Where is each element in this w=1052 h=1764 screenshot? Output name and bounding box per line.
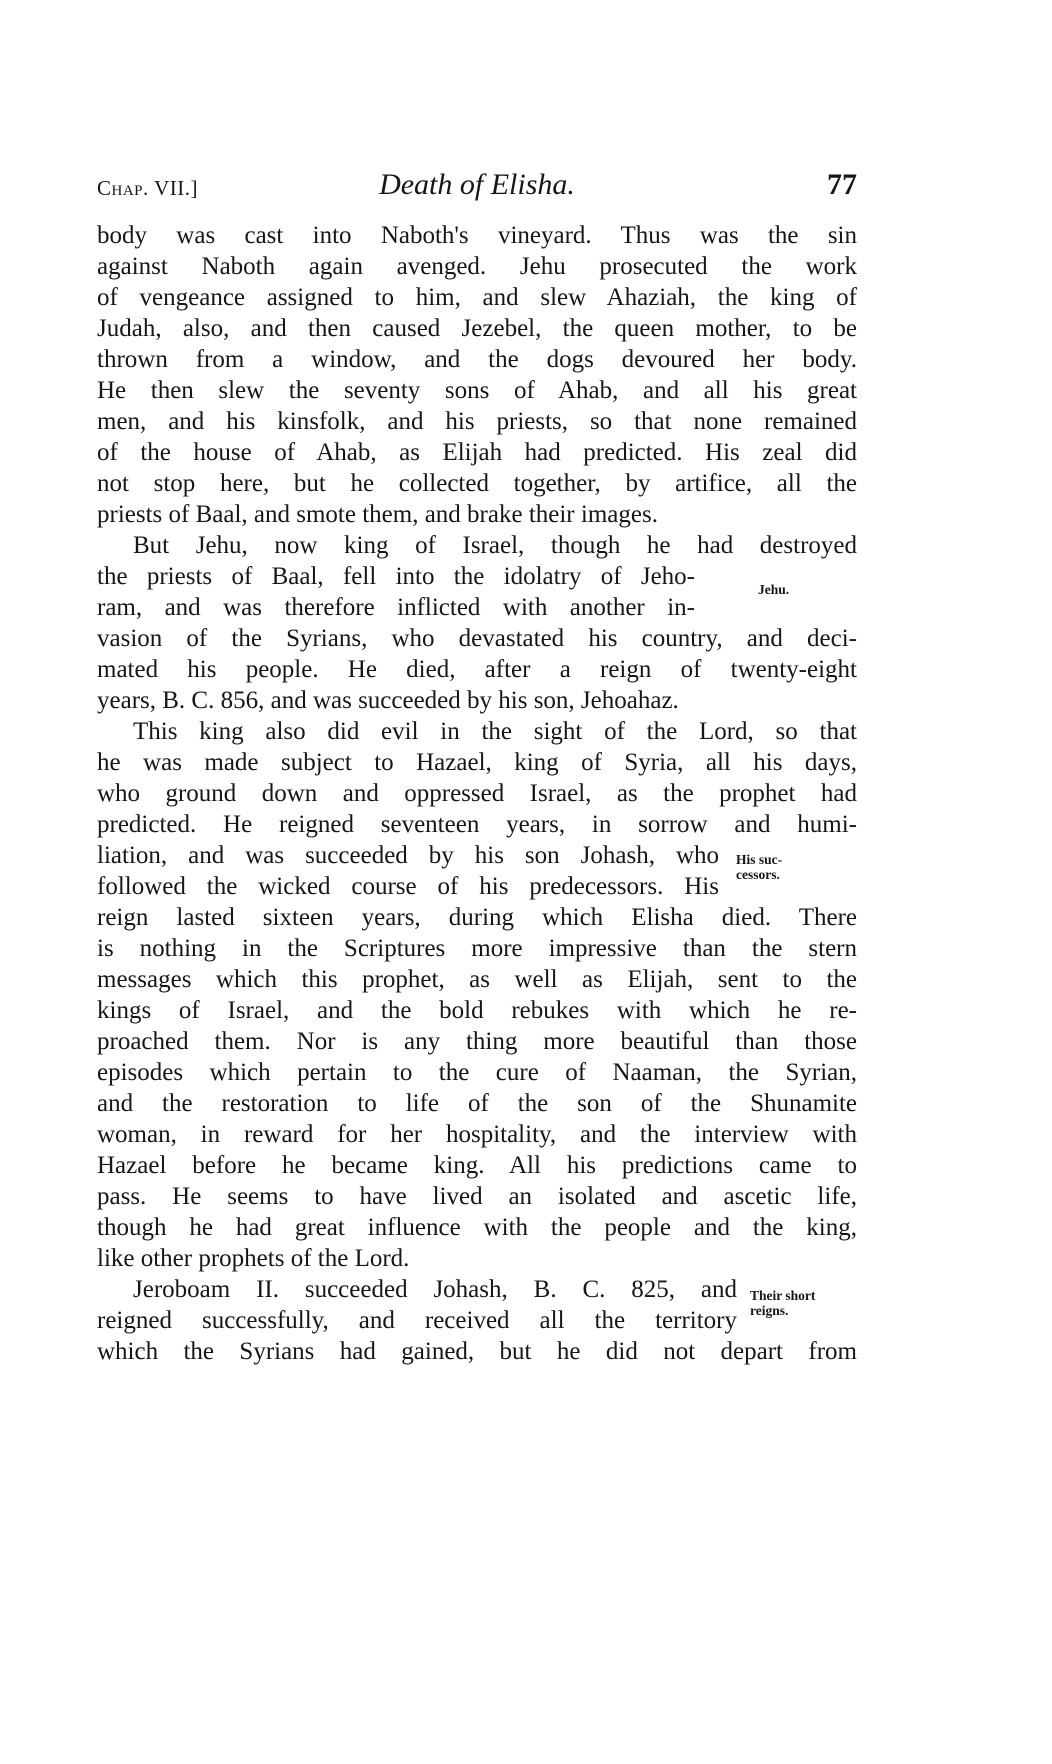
text-line: predicted. He reigned seventeen years, in sorrow and humi- <box>97 811 857 838</box>
marginal-note-successors <box>736 852 782 882</box>
text-line: men, and his kinsfolk, and his priests, so that none remained <box>97 408 857 435</box>
text-line: thrown from a window, and the dogs devoured her body. <box>97 346 857 373</box>
text-line: Jeroboam II. succeeded Johash, B. C. 825, and <box>133 1276 737 1303</box>
marginal-note-line: reigns. <box>750 1303 789 1318</box>
text-line: He then slew the seventy sons of Ahab, and all his great <box>97 377 857 404</box>
text-line: mated his people. He died, after a reign of twenty-eight <box>97 656 857 683</box>
text-line: is nothing in the Scriptures more impressive than the stern <box>97 935 857 962</box>
marginal-note-short-reigns <box>750 1288 815 1318</box>
text-line: vasion of the Syrians, who devastated his country, and deci- <box>97 625 857 652</box>
text-line: of the house of Ahab, as Elijah had predicted. His zeal did <box>97 439 857 466</box>
text-line: reigned successfully, and received all the territory <box>97 1307 737 1334</box>
text-line: woman, in reward for her hospitality, and the interview with <box>97 1121 857 1148</box>
text-line: This king also did evil in the sight of the Lord, so that <box>133 718 857 745</box>
text-line: against Naboth again avenged. Jehu prosecuted the work <box>97 253 857 280</box>
text-line: priests of Baal, and smote them, and brake their images. <box>97 501 658 528</box>
text-line: messages which this prophet, as well as Elijah, sent to the <box>97 966 857 993</box>
text-line: the priests of Baal, fell into the idolatry of Jeho- <box>97 563 695 590</box>
text-line: and the restoration to life of the son of the Shunamite <box>97 1090 857 1117</box>
page-number: 77 <box>827 168 857 201</box>
text-line: though he had great influence with the people and the king, <box>97 1214 857 1241</box>
text-line: reign lasted sixteen years, during which Elisha died. There <box>97 904 857 931</box>
text-line: body was cast into Naboth's vineyard. Thus was the sin <box>97 222 857 249</box>
text-line: pass. He seems to have lived an isolated and ascetic life, <box>97 1183 857 1210</box>
marginal-note-jehu: Jehu. <box>758 582 790 597</box>
marginal-note-line: Their short <box>750 1288 816 1303</box>
text-line: kings of Israel, and the bold rebukes with which he re- <box>97 997 857 1024</box>
text-line: proached them. Nor is any thing more beautiful than those <box>97 1028 857 1055</box>
page-title: Death of Elisha. <box>379 168 575 201</box>
text-line: But Jehu, now king of Israel, though he had destroyed <box>133 532 857 559</box>
text-line: Hazael before he became king. All his predictions came to <box>97 1152 857 1179</box>
chapter-reference: Chap. VII.] <box>97 176 199 200</box>
text-line: years, B. C. 856, and was succeeded by his son, Jehoahaz. <box>97 687 679 714</box>
text-line: liation, and was succeeded by his son Johash, who <box>97 842 719 869</box>
text-line: who ground down and oppressed Israel, as the prophet had <box>97 780 857 807</box>
text-line: not stop here, but he collected together, by artifice, all the <box>97 470 857 497</box>
text-line: Judah, also, and then caused Jezebel, the queen mother, to be <box>97 315 857 342</box>
text-line: he was made subject to Hazael, king of Syria, all his days, <box>97 749 857 776</box>
text-line: ram, and was therefore inflicted with another in- <box>97 594 695 621</box>
text-line: episodes which pertain to the cure of Naaman, the Syrian, <box>97 1059 857 1086</box>
text-line: like other prophets of the Lord. <box>97 1245 410 1272</box>
text-line: which the Syrians had gained, but he did not depart from <box>97 1338 857 1365</box>
marginal-note-line: His suc- <box>736 852 783 867</box>
text-line: of vengeance assigned to him, and slew Ahaziah, the king of <box>97 284 857 311</box>
running-head <box>97 162 857 206</box>
text-line: followed the wicked course of his predecessors. His <box>97 873 719 900</box>
marginal-note-line: cessors. <box>736 867 780 882</box>
